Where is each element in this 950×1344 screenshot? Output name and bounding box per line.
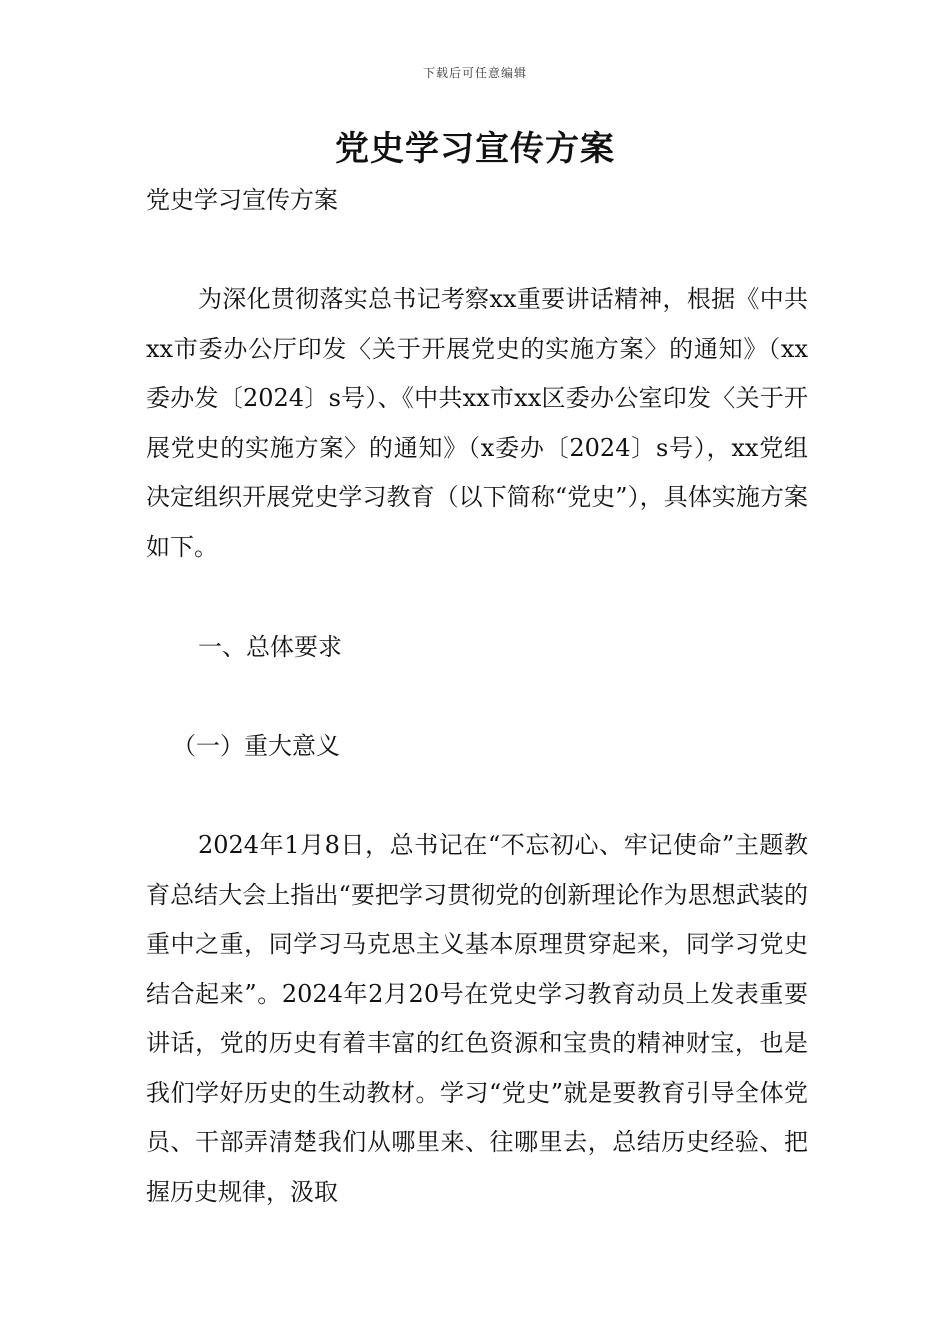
document-title: 党史学习宣传方案 — [335, 129, 615, 169]
section-heading: 一、总体要求 — [198, 633, 342, 661]
significance-paragraph: 2024年1月8日，总书记在“不忘初心、牢记使命”主题教育总结大会上指出“要把学习贯彻党的创新理论作为思想武装的重中之重，同学习马克思主义基本原理贯穿起来，同学习党史结合起来”。2024年2月20号在党史学习教育动员上发表重要讲话，党的历史有着丰富的红色资源和宝贵的精神财宝，也是我们学好历史的生动教材。学习“党史”就是要教育引导全体党员、干部弄清楚我们从哪里来、往哪里去，总结历史经验、把握历史规律，汲取 — [146, 831, 808, 1206]
document-subtitle: 党史学习宣传方案 — [146, 186, 338, 214]
header-note: 下载后可任意编辑 — [422, 66, 527, 80]
intro-paragraph: 为深化贯彻落实总书记考察xx重要讲话精神，根据《中共xx市委办公厅印发〈关于开展党史的实施方案〉的通知》（xx委办发〔2024〕s号）、《中共xx市xx区委办公室印发〈关于开展党史的实施方案〉的通知》（x委办〔2024〕s号），xx党组决定组织开展党史学习教育（以下简称“党史”），具体实施方案如下。 — [146, 285, 808, 561]
subsection-heading: （一）重大意义 — [172, 732, 340, 760]
